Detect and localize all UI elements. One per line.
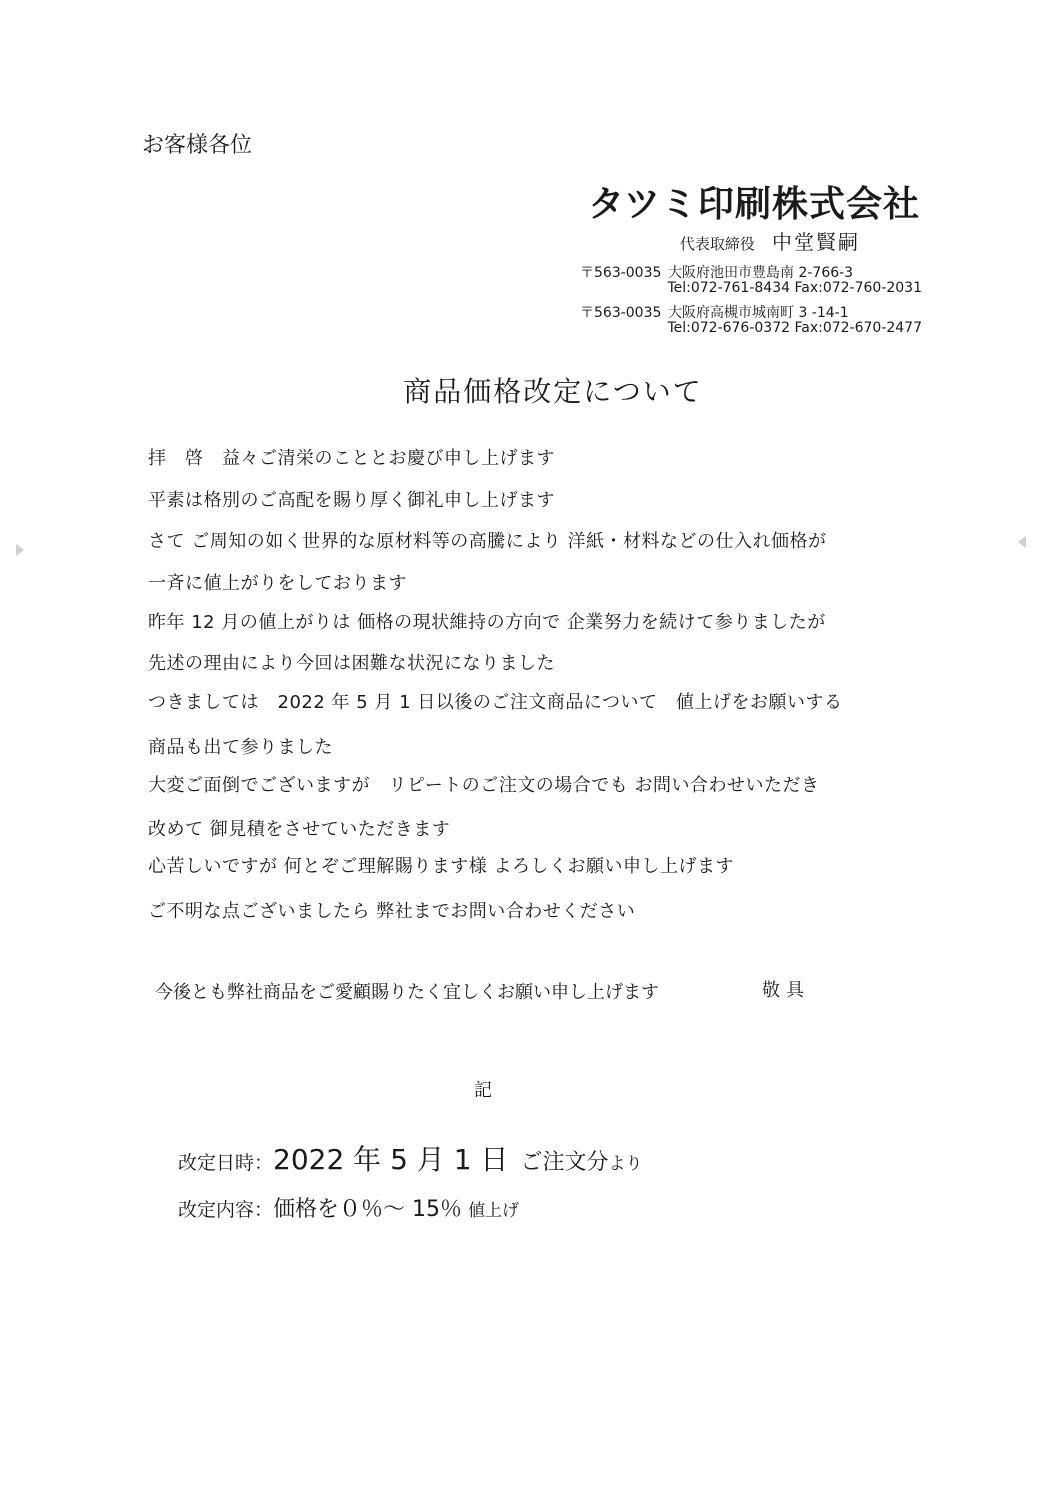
keigu: 敬具 — [762, 980, 810, 1001]
body-line: さて ご周知の如く世界的な原材料等の高騰により 洋紙・材料などの仕入れ価格が — [148, 531, 827, 552]
document-title: 商品価格改定について — [403, 375, 703, 408]
revision-date-row — [178, 1138, 643, 1178]
closing-line: 今後とも弊社商品をご愛顧賜りたく宜しくお願い申し上げます — [155, 982, 659, 1003]
body-line: 一斉に値上がりをしております — [148, 573, 407, 594]
scan-edge-left-marker — [16, 544, 24, 556]
revision-content-row — [178, 1192, 519, 1223]
body-line: 改めて 御見積をさせていただきます — [148, 819, 451, 840]
body-line: つきましては 2022 年 5 月 1 日以後のご注文商品について 値上げをお願いする — [148, 692, 843, 713]
company-name: タツミ印刷株式会社 — [588, 184, 920, 225]
body-line: 大変ご面倒でございますが リピートのご注文の場合でも お問い合わせいただき — [148, 775, 820, 796]
revision-content-label: 改定内容： — [178, 1199, 274, 1221]
body-line: 昨年 12 月の値上がりは 価格の現状維持の方向で 企業努力を続けて参りましたが — [148, 612, 826, 633]
body-line: 平素は格別のご高配を賜り厚く御礼申し上げます — [148, 490, 555, 511]
office-2-postal: 〒563-0035 — [580, 305, 662, 321]
body-line: 拝 啓 益々ご清栄のこととお慶び申し上げます — [148, 448, 555, 469]
body-line: ご不明な点ございましたら 弊社までお問い合わせください — [148, 901, 636, 922]
office-1-address: 大阪府池田市豊島南 2-766-3 — [668, 265, 854, 281]
revision-date-label: 改定日時： — [178, 1152, 274, 1174]
office-2-address: 大阪府高槻市城南町 3 -14-1 — [668, 305, 849, 321]
scan-edge-right-marker — [1018, 536, 1026, 548]
office-1-contact: Tel:072-761-8434 Fax:072-760-2031 — [667, 280, 922, 296]
body-line: 心苦しいですが 何とぞご理解賜ります様 よろしくお願い申し上げます — [148, 856, 734, 877]
representative — [680, 226, 860, 255]
representative-name: 中堂賢嗣 — [772, 230, 860, 254]
addressee: お客様各位 — [142, 133, 253, 158]
office-2-contact: Tel:072-676-0372 Fax:072-670-2477 — [667, 320, 922, 336]
representative-title: 代表取締役 — [679, 235, 755, 253]
revision-content-suffix: 値上げ — [468, 1201, 520, 1221]
revision-date-suffix: ご注文分 — [520, 1150, 609, 1175]
body-line: 商品も出て参りました — [148, 737, 333, 758]
revision-date-value: 2022 年 5 月 1 日 — [273, 1143, 509, 1176]
ki-marker: 記 — [474, 1080, 492, 1101]
office-1-postal: 〒563-0035 — [580, 265, 662, 281]
revision-content-value: 価格を０％～ 15％ — [273, 1197, 463, 1222]
revision-date-suffix-small: より — [608, 1154, 643, 1174]
body-line: 先述の理由により今回は困難な状況になりました — [148, 653, 555, 674]
